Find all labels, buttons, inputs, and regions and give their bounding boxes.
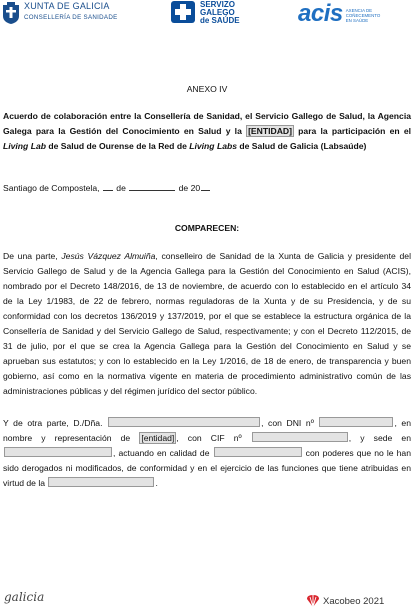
de-2: de 20 xyxy=(178,183,201,193)
second-party-text-f: , actuando en calidad de xyxy=(113,448,213,458)
second-party-text-e: , y sede en xyxy=(348,433,411,443)
entity-placeholder[interactable]: [ENTIDAD] xyxy=(248,126,292,136)
second-party-text-d: , con CIF nº xyxy=(176,433,251,443)
document-footer xyxy=(0,588,416,615)
galicia-coat-of-arms-icon xyxy=(1,1,21,25)
sergas-logo xyxy=(170,0,240,25)
living-lab-term: Living Lab xyxy=(3,141,46,151)
month-blank[interactable] xyxy=(129,181,175,191)
second-party-text-h: . xyxy=(155,478,158,488)
authority-field[interactable] xyxy=(48,477,154,487)
entidad-placeholder[interactable]: [entidad] xyxy=(141,433,175,443)
capacity-field[interactable] xyxy=(214,447,302,457)
sergas-line-1: SERVIZO xyxy=(200,0,235,9)
second-party-text-b: , con DNI nº xyxy=(261,418,319,428)
representative-name-field[interactable] xyxy=(108,417,260,427)
agreement-title xyxy=(3,109,411,154)
document-header xyxy=(0,0,416,34)
second-party-text-g: con poderes que no le han sido derogados ni modificados, de conformidad y en el ejercicio de las funciones que tiene atribuidas en virtud de la xyxy=(3,448,411,488)
xacobeo-text: Xacobeo 2021 xyxy=(323,595,385,607)
acis-line-1: AXENCIA DE xyxy=(345,8,373,13)
agreement-text-1: Acuerdo de colaboración entre la Consellería de Sanidad, el Servicio Gallego de Salud, la Agencia Galega para la Gestión del Conocimiento en Salud y la xyxy=(3,111,411,136)
agreement-text-2: para la participación en el xyxy=(293,126,411,136)
headquarters-field[interactable] xyxy=(4,447,112,457)
xunta-name: XUNTA DE GALICIA xyxy=(24,1,110,11)
cif-field[interactable] xyxy=(252,432,348,442)
first-party-text-a: De una parte, xyxy=(3,251,62,261)
first-party-paragraph xyxy=(3,249,411,399)
conselleria-name: CONSELLERÍA DE SANIDADE xyxy=(24,14,118,21)
acis-line-2: COÑECEMENTO xyxy=(345,13,381,18)
first-party-text-b: , conselleiro de Sanidad de la Xunta de Galicia y presidente del Servicio Gallego de Salud y de la Agencia Gallega para la Gestión del Conocimiento en Salud (ACIS), nombrado por el Decreto 148/2016, de 13 de noviembre, de acuerdo con lo establecido en el artículo 34 de la Ley 1/1983, de 22 de febrero, normas reguladoras de la Xunta y de su Presidencia, y de su conformidad con los decretos 136/2019 y 137/2019, por el que se establece la estructura orgánica de la Consellería de Sanidad y del Servicio Gallego de Salud, respectivamente; y con el Decreto 112/2015, de 31 de julio, por el que se crea la Agencia Gallega para la Gestión del Conocimiento en Salud y se aprueban sus estatutos; y con lo establecido en la Ley 1/2016, de 18 de enero, de transparencia y buen gobierno, así como en la normativa vigente en materia de procedimiento administrativo común de las administraciones públicas y del régimen jurídico del sector público. xyxy=(3,251,411,396)
comparecen-heading: COMPARECEN: xyxy=(174,223,240,233)
annex-title: ANEXO IV xyxy=(186,84,228,94)
agreement-text-3: de Salud de Ourense de la Red de xyxy=(45,141,190,151)
xacobeo-logo xyxy=(306,594,384,608)
year-blank[interactable] xyxy=(201,181,210,191)
xacobeo-shell-icon xyxy=(306,594,320,608)
conselleiro-name: Jesús Vázquez Almuiña xyxy=(61,251,156,261)
acis-logo xyxy=(298,0,381,27)
galicia-brand: galicia xyxy=(4,590,45,604)
day-blank[interactable] xyxy=(103,181,113,191)
document-body xyxy=(3,82,411,491)
living-labs-term: Living Labs xyxy=(189,141,237,151)
sergas-line-3: de SAÚDE xyxy=(200,16,240,25)
sergas-line-2: GALEGO xyxy=(200,8,235,17)
sergas-cross-icon xyxy=(170,0,196,24)
place-text: Santiago de Compostela, xyxy=(3,183,100,193)
xunta-logo xyxy=(1,1,118,25)
acis-line-3: EN SAÚDE xyxy=(345,18,369,23)
dni-field[interactable] xyxy=(319,417,393,427)
second-party-text-c: , en nombre y representación de xyxy=(3,418,411,443)
place-date-line xyxy=(3,181,411,196)
second-party-paragraph xyxy=(3,416,411,491)
de-1: de xyxy=(116,183,126,193)
agreement-text-4: de Salud de Galicia (Labsaúde) xyxy=(237,141,367,151)
acis-wordmark: acis xyxy=(298,0,343,27)
second-party-text-a: Y de otra parte, D./Dña. xyxy=(3,418,108,428)
